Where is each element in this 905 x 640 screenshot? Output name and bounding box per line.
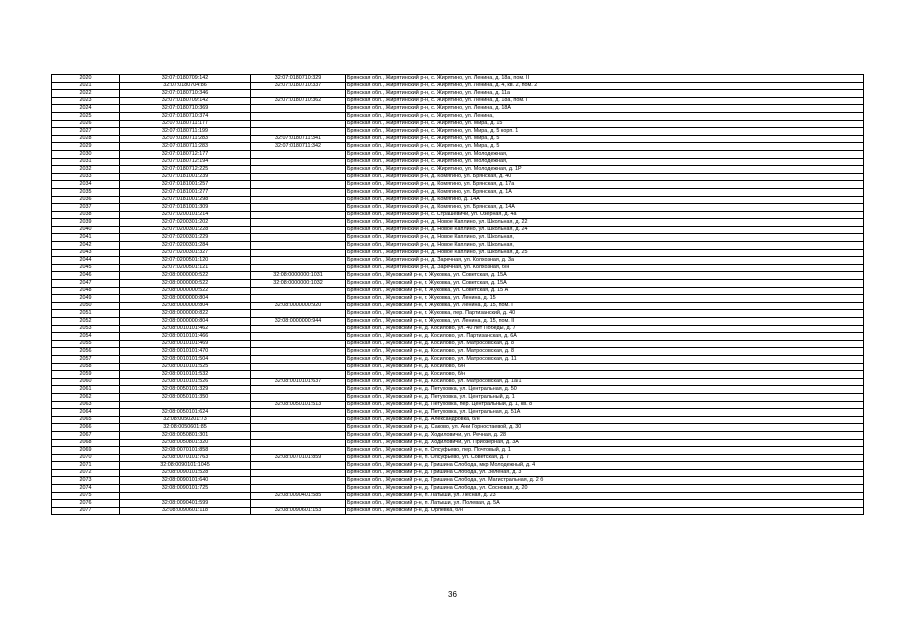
cadastral-number-cell: 32:08:0000000:822 (120, 310, 251, 318)
cadastral-number-cell: 32:07:0180711:199 (120, 128, 251, 136)
cadastral-number-cell: 32:08:0050101:350 (120, 393, 251, 401)
cadastral-number-cell: 32:07:0200501:120 (120, 257, 251, 265)
object-cadastral-number-cell (251, 431, 346, 439)
object-cadastral-number-cell: 32:08:0000000:1032 (251, 280, 346, 288)
address-cell: Брянская обл., Жуковский р-н, п. Олсуфьево, пер. Почтовый, д. 1 (346, 447, 864, 455)
address-cell: Брянская обл., Жирятинский р-н, д. Новое Каплино, ул. Школьная, д. 25 (346, 249, 864, 257)
cadastral-number-cell: 32:07:0181001:309 (120, 204, 251, 212)
object-cadastral-number-cell (251, 485, 346, 493)
cadastral-number-cell: 32:08:0010101:532 (120, 371, 251, 379)
registry-table (51, 74, 864, 515)
object-cadastral-number-cell (251, 355, 346, 363)
table-row (52, 378, 864, 386)
table-row (52, 150, 864, 158)
cadastral-number-cell: 32:07:0180712:177 (120, 150, 251, 158)
row-number-cell: 2045 (52, 264, 120, 272)
table-row (52, 333, 864, 341)
table-row (52, 75, 864, 83)
address-cell: Брянская обл., Жирятинский р-н, д. Заречная, ул. Колхозная, б/н (346, 264, 864, 272)
cadastral-number-cell: 32:08:0050201:73 (120, 416, 251, 424)
address-cell: Брянская обл., Жирятинский р-н, д. Комягино, ул. Брянская, д. 17а (346, 181, 864, 189)
cadastral-number-cell: 32:08:0010101:470 (120, 348, 251, 356)
cadastral-number-cell: 32:08:0090101:640 (120, 477, 251, 485)
row-number-cell: 2047 (52, 280, 120, 288)
address-cell: Брянская обл., Жирятинский р-н, д. Новое Каплино, ул. Школьная, (346, 242, 864, 250)
row-number-cell: 2034 (52, 181, 120, 189)
address-cell: Брянская обл., Жуковский р-н, д. Гришина Слобода, ул. Магистральная, д. 2 б (346, 477, 864, 485)
object-cadastral-number-cell: 32:08:0050101:513 (251, 401, 346, 409)
address-cell: Брянская обл., Жуковский р-н, д. Гришина Слобода, мкр Молодежный, д. 4 (346, 462, 864, 470)
address-cell: Брянская обл., Жуковский р-н, д. Косилово, ул. Партизанская, д. 6А (346, 333, 864, 341)
row-number-cell: 2039 (52, 219, 120, 227)
row-number-cell: 2023 (52, 97, 120, 105)
object-cadastral-number-cell (251, 211, 346, 219)
object-cadastral-number-cell (251, 462, 346, 470)
table-row (52, 219, 864, 227)
table-row (52, 348, 864, 356)
table-row (52, 249, 864, 257)
cadastral-number-cell: 32:07:0180709:142 (120, 75, 251, 83)
row-number-cell: 2025 (52, 112, 120, 120)
cadastral-number-cell: 32:08:0010101:504 (120, 355, 251, 363)
cadastral-number-cell: 32:07:0181001:298 (120, 196, 251, 204)
row-number-cell: 2077 (52, 507, 120, 515)
address-cell: Брянская обл., Жирятинский р-н, д. Комягино, ул. Брянская, д. 14А (346, 204, 864, 212)
object-cadastral-number-cell (251, 105, 346, 113)
table-row (52, 173, 864, 181)
row-number-cell: 2066 (52, 424, 120, 432)
table-row (52, 287, 864, 295)
object-cadastral-number-cell (251, 393, 346, 401)
table-row (52, 318, 864, 326)
cadastral-number-cell: 32:08:0010101:466 (120, 333, 251, 341)
row-number-cell: 2059 (52, 371, 120, 379)
cadastral-number-cell: 32:08:0000000:522 (120, 272, 251, 280)
table-row (52, 295, 864, 303)
row-number-cell: 2043 (52, 249, 120, 257)
table-row (52, 280, 864, 288)
address-cell: Брянская обл., Жуковский р-н, д. Ходиловичи, ул. Приозерная, д. 3А (346, 439, 864, 447)
table-row (52, 211, 864, 219)
cadastral-number-cell: 32:07:0200301:327 (120, 249, 251, 257)
object-cadastral-number-cell (251, 447, 346, 455)
row-number-cell: 2063 (52, 401, 120, 409)
row-number-cell: 2053 (52, 325, 120, 333)
address-cell: Брянская обл., Жирятинский р-н, с. Жирятино, ул. Мира, д. 5 (346, 143, 864, 151)
cadastral-number-cell: 32:08:0090401:599 (120, 500, 251, 508)
address-cell: Брянская обл., Жуковский р-н, г. Жуковка, ул. Советская, д. 15 А (346, 287, 864, 295)
table-row (52, 135, 864, 143)
row-number-cell: 2072 (52, 469, 120, 477)
table-row (52, 393, 864, 401)
table-row (52, 128, 864, 136)
object-cadastral-number-cell: 32:08:0000000:944 (251, 318, 346, 326)
cadastral-number-cell: 32:07:0200301:284 (120, 242, 251, 250)
row-number-cell: 2049 (52, 295, 120, 303)
cadastral-number-cell: 32:08:0000000:804 (120, 295, 251, 303)
address-cell: Брянская обл., Жуковский р-н, д. Косилово, б/н (346, 371, 864, 379)
object-cadastral-number-cell (251, 386, 346, 394)
cadastral-number-cell: 32:08:0000000:804 (120, 302, 251, 310)
cadastral-number-cell: 32:07:0181001:239 (120, 173, 251, 181)
object-cadastral-number-cell (251, 264, 346, 272)
table-row (52, 242, 864, 250)
cadastral-number-cell: 32:08:0050801:301 (120, 431, 251, 439)
table-row (52, 492, 864, 500)
address-cell: Брянская обл., Жуковский р-н, д. Ходиловичи, ул. Речная, д. 28 (346, 431, 864, 439)
object-cadastral-number-cell: 32:08:0000000:1031 (251, 272, 346, 280)
table-row (52, 507, 864, 515)
object-cadastral-number-cell: 32:07:0180710:337 (251, 82, 346, 90)
cadastral-number-cell (120, 401, 251, 409)
cadastral-number-cell: 32:07:0180709:142 (120, 97, 251, 105)
table-row (52, 204, 864, 212)
table-row (52, 112, 864, 120)
address-cell: Брянская обл., Жуковский р-н, п. Латыши, ул. Лесная, д. 23 (346, 492, 864, 500)
cadastral-number-cell: 32:07:0180704:86 (120, 82, 251, 90)
table-row (52, 371, 864, 379)
cadastral-number-cell: 32:08:0090101:725 (120, 485, 251, 493)
cadastral-number-cell: 32:07:0200301:229 (120, 234, 251, 242)
object-cadastral-number-cell (251, 196, 346, 204)
object-cadastral-number-cell (251, 287, 346, 295)
object-cadastral-number-cell (251, 158, 346, 166)
row-number-cell: 2058 (52, 363, 120, 371)
cadastral-number-cell: 32:07:0200301:228 (120, 226, 251, 234)
row-number-cell: 2074 (52, 485, 120, 493)
table-row (52, 82, 864, 90)
row-number-cell: 2060 (52, 378, 120, 386)
address-cell: Брянская обл., Жуковский р-н, д. Косилово, б/н (346, 363, 864, 371)
table-row (52, 325, 864, 333)
row-number-cell: 2028 (52, 135, 120, 143)
cadastral-number-cell: 32:07:0200301:202 (120, 219, 251, 227)
object-cadastral-number-cell (251, 234, 346, 242)
cadastral-number-cell: 32:07:0180710:374 (120, 112, 251, 120)
cadastral-number-cell: 32:08:0070101:763 (120, 454, 251, 462)
object-cadastral-number-cell (251, 257, 346, 265)
table-row (52, 310, 864, 318)
table-row (52, 264, 864, 272)
table-row (52, 166, 864, 174)
table-row (52, 469, 864, 477)
row-number-cell: 2035 (52, 188, 120, 196)
object-cadastral-number-cell: 32:08:0090401:585 (251, 492, 346, 500)
address-cell: Брянская обл., Жирятинский р-н, д. Новое Каплино, ул. Школьная, (346, 234, 864, 242)
object-cadastral-number-cell (251, 333, 346, 341)
table-row (52, 416, 864, 424)
row-number-cell: 2022 (52, 90, 120, 98)
address-cell: Брянская обл., Жирятинский р-н, д. Заречная, ул. Колхозная, д. 3а (346, 257, 864, 265)
object-cadastral-number-cell (251, 325, 346, 333)
row-number-cell: 2056 (52, 348, 120, 356)
table-row (52, 462, 864, 470)
table-row (52, 477, 864, 485)
cadastral-number-cell (120, 492, 251, 500)
table-row (52, 257, 864, 265)
address-cell: Брянская обл., Жирятинский р-н, с. Жирятино, ул. Ленина, д. 11а (346, 90, 864, 98)
object-cadastral-number-cell (251, 348, 346, 356)
address-cell: Брянская обл., Жуковский р-н, д. Косилово, ул. Матросовская, д. 1а/1 (346, 378, 864, 386)
row-number-cell: 2027 (52, 128, 120, 136)
table-row (52, 355, 864, 363)
cadastral-number-cell: 32:07:0181001:257 (120, 181, 251, 189)
object-cadastral-number-cell (251, 128, 346, 136)
row-number-cell: 2041 (52, 234, 120, 242)
address-cell: Брянская обл., Жирятинский р-н, с. Жирятино, ул. Молодежная, д. 1Р (346, 166, 864, 174)
address-cell: Брянская обл., Жуковский р-н, д. Гришина Слобода, ул. Сосновая, д. 20 (346, 485, 864, 493)
row-number-cell: 2068 (52, 439, 120, 447)
address-cell: Брянская обл., Жирятинский р-н, с. Жирятино, ул. Мира, д. 5 (346, 135, 864, 143)
address-cell: Брянская обл., Жуковский р-н, г. Жуковка, ул. Ленина, д. 15, пом. II (346, 318, 864, 326)
row-number-cell: 2020 (52, 75, 120, 83)
object-cadastral-number-cell (251, 340, 346, 348)
table-row (52, 181, 864, 189)
object-cadastral-number-cell (251, 295, 346, 303)
cadastral-number-cell: 32:08:0070101:858 (120, 447, 251, 455)
row-number-cell: 2042 (52, 242, 120, 250)
row-number-cell: 2071 (52, 462, 120, 470)
object-cadastral-number-cell (251, 150, 346, 158)
row-number-cell: 2032 (52, 166, 120, 174)
address-cell: Брянская обл., Жуковский р-н, г. Жуковка, ул. Советская, д. 15А (346, 280, 864, 288)
row-number-cell: 2031 (52, 158, 120, 166)
row-number-cell: 2067 (52, 431, 120, 439)
cadastral-number-cell: 32:08:0000000:522 (120, 287, 251, 295)
row-number-cell: 2070 (52, 454, 120, 462)
address-cell: Брянская обл., Жуковский р-н, д. Петуховка, ул. Центральная, д. 50 (346, 386, 864, 394)
cadastral-number-cell: 32:07:0180712:225 (120, 166, 251, 174)
object-cadastral-number-cell (251, 204, 346, 212)
address-cell: Брянская обл., Жуковский р-н, д. Косилово, ул. Матросовская, д. 11 (346, 355, 864, 363)
cadastral-number-cell: 32:07:0180712:194 (120, 158, 251, 166)
row-number-cell: 2051 (52, 310, 120, 318)
table-row (52, 485, 864, 493)
object-cadastral-number-cell (251, 166, 346, 174)
cadastral-number-cell: 32:08:0050101:329 (120, 386, 251, 394)
table-row (52, 226, 864, 234)
object-cadastral-number-cell (251, 188, 346, 196)
row-number-cell: 2036 (52, 196, 120, 204)
row-number-cell: 2054 (52, 333, 120, 341)
object-cadastral-number-cell (251, 416, 346, 424)
table-row (52, 105, 864, 113)
row-number-cell: 2075 (52, 492, 120, 500)
row-number-cell: 2065 (52, 416, 120, 424)
table-row (52, 447, 864, 455)
row-number-cell: 2055 (52, 340, 120, 348)
object-cadastral-number-cell (251, 310, 346, 318)
address-cell: Брянская обл., Жирятинский р-н, с. Жирятино, ул. Мира, д. 5 корп. 1 (346, 128, 864, 136)
page-number: 36 (448, 590, 457, 599)
cadastral-number-cell: 32:08:0010101:526 (120, 378, 251, 386)
cadastral-number-cell: 32:07:0180710:369 (120, 105, 251, 113)
address-cell: Брянская обл., Жуковский р-н, д. Александровка, б/н (346, 416, 864, 424)
table-row (52, 500, 864, 508)
object-cadastral-number-cell (251, 226, 346, 234)
object-cadastral-number-cell (251, 219, 346, 227)
table-row (52, 90, 864, 98)
object-cadastral-number-cell: 32:08:0070101:859 (251, 454, 346, 462)
cadastral-number-cell: 32:08:0010101:462 (120, 325, 251, 333)
address-cell: Брянская обл., Жирятинский р-н, с. Жирятино, ул. Ленина, д. 4, кв. 2, пом. 2 (346, 82, 864, 90)
row-number-cell: 2040 (52, 226, 120, 234)
table-row (52, 409, 864, 417)
address-cell: Брянская обл., Жуковский р-н, д. Косилово, ул. 40 лет Победы, д. 7 (346, 325, 864, 333)
address-cell: Брянская обл., Жуковский р-н, д. Саково, ул. Ани Горностаевой, д. 30 (346, 424, 864, 432)
table-row (52, 234, 864, 242)
table-row (52, 424, 864, 432)
cadastral-number-cell: 32:07:0180710:346 (120, 90, 251, 98)
row-number-cell: 2076 (52, 500, 120, 508)
row-number-cell: 2057 (52, 355, 120, 363)
address-cell: Брянская обл., Жуковский р-н, д. Петуховка, ул. Центральная, д. 51А (346, 409, 864, 417)
table-row (52, 158, 864, 166)
cadastral-number-cell: 32:08:0090601:118 (120, 507, 251, 515)
table-row (52, 97, 864, 105)
address-cell: Брянская обл., Жуковский р-н, г. Жуковка, пер. Партизанский, д. 40 (346, 310, 864, 318)
row-number-cell: 2033 (52, 173, 120, 181)
row-number-cell: 2026 (52, 120, 120, 128)
table-row (52, 401, 864, 409)
table-row (52, 143, 864, 151)
cadastral-number-cell: 32:07:0200501:121 (120, 264, 251, 272)
address-cell: Брянская обл., Жирятинский р-н, д. Новое Каплино, ул. Школьная, д. 22 (346, 219, 864, 227)
address-cell: Брянская обл., Жирятинский р-н, с. Жирятино, ул. Мира, д. 15 (346, 120, 864, 128)
row-number-cell: 2062 (52, 393, 120, 401)
row-number-cell: 2050 (52, 302, 120, 310)
table-row (52, 196, 864, 204)
address-cell: Брянская обл., Жирятинский р-н, с. Жирятино, ул. Молодежная, (346, 150, 864, 158)
cadastral-number-cell: 32:07:0180711:177 (120, 120, 251, 128)
row-number-cell: 2037 (52, 204, 120, 212)
address-cell: Брянская обл., Жирятинский р-н, с. Жирятино, ул. Ленина, д. 18а, пом. I (346, 97, 864, 105)
row-number-cell: 2046 (52, 272, 120, 280)
cadastral-number-cell: 32:08:0000000:804 (120, 318, 251, 326)
row-number-cell: 2030 (52, 150, 120, 158)
address-cell: Брянская обл., Жирятинский р-н, д. Комягино, ул. Брянская, д. 1А (346, 188, 864, 196)
object-cadastral-number-cell (251, 469, 346, 477)
object-cadastral-number-cell (251, 500, 346, 508)
object-cadastral-number-cell: 32:07:0180711:342 (251, 143, 346, 151)
row-number-cell: 2061 (52, 386, 120, 394)
object-cadastral-number-cell (251, 409, 346, 417)
address-cell: Брянская обл., Жуковский р-н, д. Орлевка, б/н (346, 507, 864, 515)
address-cell: Брянская обл., Жирятинский р-н, д. Комягино, д. 14А (346, 196, 864, 204)
address-cell: Брянская обл., Жирятинский р-н, с. Жирятино, ул. Молодежная, (346, 158, 864, 166)
address-cell: Брянская обл., Жирятинский р-н, с. Жирятино, ул. Ленина, (346, 112, 864, 120)
address-cell: Брянская обл., Жирятинский р-н, с. Страшевичи, ул. Озерная, д. 4а (346, 211, 864, 219)
object-cadastral-number-cell (251, 173, 346, 181)
object-cadastral-number-cell (251, 242, 346, 250)
table-row (52, 439, 864, 447)
address-cell: Брянская обл., Жуковский р-н, г. Жуковка, ул. Ленина, д. 15, пом. I (346, 302, 864, 310)
row-number-cell: 2044 (52, 257, 120, 265)
address-cell: Брянская обл., Жуковский р-н, д. Гришина Слобода, ул. Зеленая, д. 3 (346, 469, 864, 477)
address-cell: Брянская обл., Жуковский р-н, п. Латыши, ул. Полевая, д. 5А (346, 500, 864, 508)
address-cell: Брянская обл., Жирятинский р-н, с. Жирятино, ул. Ленина, д. 18а, пом. II (346, 75, 864, 83)
address-cell: Брянская обл., Жуковский р-н, д. Косилово, ул. Матросовская, д. 8 (346, 340, 864, 348)
address-cell: Брянская обл., Жуковский р-н, п. Олсуфьево, ул. Советская, д. 7 (346, 454, 864, 462)
object-cadastral-number-cell (251, 371, 346, 379)
row-number-cell: 2024 (52, 105, 120, 113)
address-cell: Брянская обл., Жуковский р-н, д. Петуховка, ул. Центральный, д. 1 (346, 393, 864, 401)
cadastral-number-cell: 32:07:0200101:214 (120, 211, 251, 219)
cadastral-number-cell: 32:08:0090101:528 (120, 469, 251, 477)
cadastral-number-cell: 32:07:0180711:283 (120, 135, 251, 143)
object-cadastral-number-cell (251, 439, 346, 447)
object-cadastral-number-cell (251, 424, 346, 432)
cadastral-number-cell: 32:07:0180711:283 (120, 143, 251, 151)
cadastral-number-cell: 32:08:0050101:624 (120, 409, 251, 417)
address-cell: Брянская обл., Жуковский р-н, г. Жуковка, ул. Советская, д. 15А (346, 272, 864, 280)
cadastral-number-cell: 32:08:0050601:85 (120, 424, 251, 432)
row-number-cell: 2069 (52, 447, 120, 455)
address-cell: Брянская обл., Жирятинский р-н, д. Комягино, ул. Брянская, д. 40 (346, 173, 864, 181)
object-cadastral-number-cell: 32:07:0180710:362 (251, 97, 346, 105)
table-row (52, 188, 864, 196)
cadastral-number-cell: 32:07:0181001:277 (120, 188, 251, 196)
object-cadastral-number-cell (251, 112, 346, 120)
object-cadastral-number-cell (251, 249, 346, 257)
table-row (52, 454, 864, 462)
table-row (52, 272, 864, 280)
object-cadastral-number-cell: 32:08:0090601:153 (251, 507, 346, 515)
object-cadastral-number-cell (251, 363, 346, 371)
row-number-cell: 2029 (52, 143, 120, 151)
object-cadastral-number-cell: 32:07:0180710:329 (251, 75, 346, 83)
table-row (52, 431, 864, 439)
address-cell: Брянская обл., Жирятинский р-н, д. Новое Каплино, ул. Школьная, д. 24 (346, 226, 864, 234)
object-cadastral-number-cell (251, 120, 346, 128)
row-number-cell: 2048 (52, 287, 120, 295)
table-row (52, 363, 864, 371)
object-cadastral-number-cell: 32:07:0180711:341 (251, 135, 346, 143)
object-cadastral-number-cell (251, 477, 346, 485)
address-cell: Брянская обл., Жуковский р-н, д. Косилово, ул. Матросовская, д. 8 (346, 348, 864, 356)
object-cadastral-number-cell: 32:08:0010101:637 (251, 378, 346, 386)
cadastral-number-cell: 32:08:0090101:1045 (120, 462, 251, 470)
table-row (52, 120, 864, 128)
row-number-cell: 2038 (52, 211, 120, 219)
cadastral-number-cell: 32:08:0010101:469 (120, 340, 251, 348)
object-cadastral-number-cell: 32:08:0000000:920 (251, 302, 346, 310)
object-cadastral-number-cell (251, 90, 346, 98)
address-cell: Брянская обл., Жуковский р-н, д. Петуховка, пер. Центральный, д. 1, кв. 8 (346, 401, 864, 409)
registry-table-body (52, 75, 864, 515)
table-row (52, 302, 864, 310)
row-number-cell: 2064 (52, 409, 120, 417)
row-number-cell: 2073 (52, 477, 120, 485)
table-row (52, 386, 864, 394)
row-number-cell: 2021 (52, 82, 120, 90)
object-cadastral-number-cell (251, 181, 346, 189)
address-cell: Брянская обл., Жуковский р-н, г. Жуковка, ул. Ленина, д. 15 (346, 295, 864, 303)
cadastral-number-cell: 32:08:0050801:320 (120, 439, 251, 447)
address-cell: Брянская обл., Жирятинский р-н, с. Жирятино, ул. Ленина, д. 18А (346, 105, 864, 113)
table-row (52, 340, 864, 348)
cadastral-number-cell: 32:08:0010101:525 (120, 363, 251, 371)
row-number-cell: 2052 (52, 318, 120, 326)
cadastral-number-cell: 32:08:0000000:522 (120, 280, 251, 288)
